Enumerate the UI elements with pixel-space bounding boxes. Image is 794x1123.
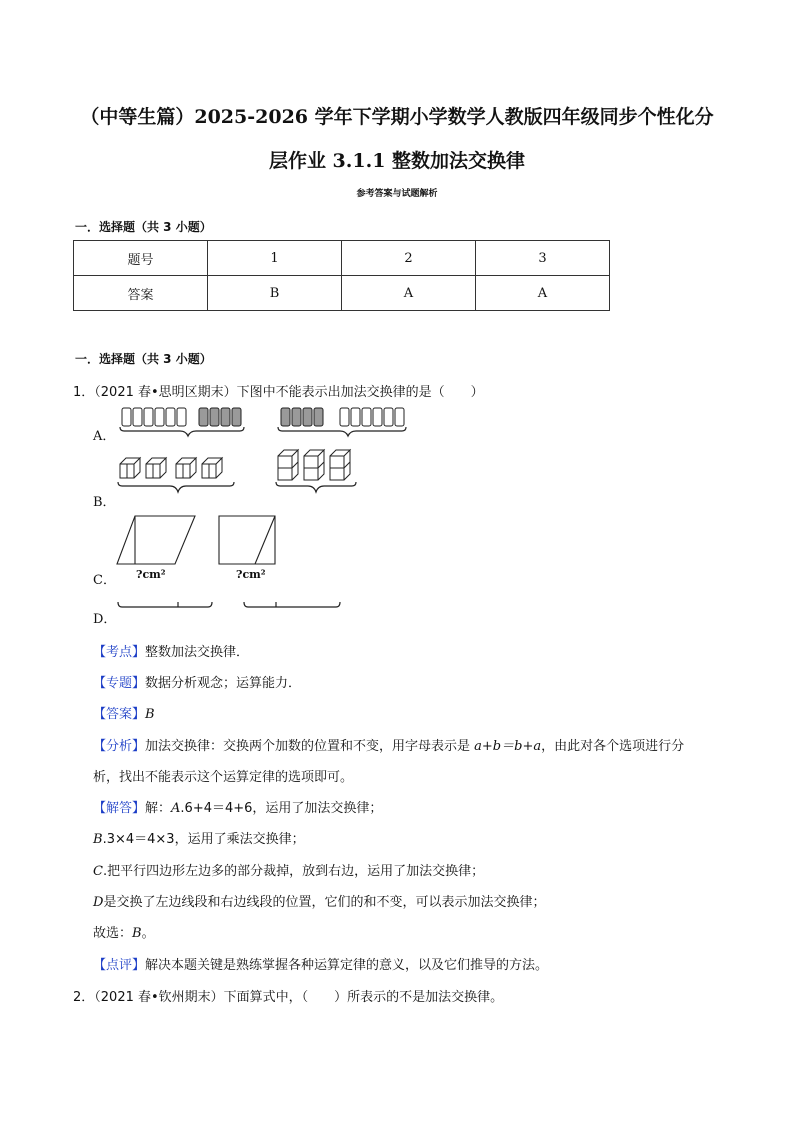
table-cell: A (342, 276, 476, 311)
guxuan-end: 。 (141, 926, 155, 941)
page-title-line2: 层作业 3.1.1 整数加法交换律 (268, 150, 526, 172)
jieda-b-letter: B (93, 832, 103, 847)
cubes-left (120, 458, 222, 478)
kaodian-text: 整数加法交换律． (145, 645, 250, 660)
fenxi-formula: a+b＝b+a (474, 739, 542, 754)
table-cell: 答案 (74, 276, 208, 311)
question-1-stem: 1．（2021 春•思明区期末）下图中不能表示出加法交换律的是（ ） (73, 385, 484, 400)
daan-line (93, 703, 733, 722)
answer-table (73, 240, 610, 311)
zhuanti-text: 数据分析观念；运算能力． (145, 676, 302, 691)
jieda-a: .6+4＝4+6，运用了加法交换律； (180, 801, 383, 816)
jieda-c-line (93, 860, 733, 879)
jieda-d-line (93, 891, 733, 910)
table-cell: 2 (342, 241, 476, 276)
fenxi-line2: 析，找出不能表示这个运算定律的选项即可。 (93, 770, 354, 785)
dianping-tag: 【点评】 (93, 958, 146, 973)
table-row (74, 276, 610, 311)
table-cell: B (208, 276, 342, 311)
dianping-text: 解决本题关键是熟练掌握各种运算定律的意义，以及它们推导的方法。 (145, 958, 549, 973)
jieda-d: 是交换了左边线段和右边线段的位置，它们的和不变，可以表示加法交换律； (103, 895, 546, 910)
section-heading: 一．选择题（共 3 小题） (75, 352, 212, 366)
question-2-stem: 2．（2021 春•钦州期末）下面算式中，（ ）所表示的不是加法交换律。 (73, 990, 504, 1005)
brace-left (120, 427, 244, 436)
section-heading: 一．选择题（共 3 小题） (75, 220, 212, 234)
option-b-figure (116, 448, 366, 504)
kaodian-tag: 【考点】 (93, 645, 146, 660)
table-cell: 题号 (74, 241, 208, 276)
option-a-label: A． (93, 429, 116, 444)
option-c-figure (115, 514, 285, 570)
daan-tag: 【答案】 (93, 707, 146, 722)
area-label-left: ?cm² (136, 568, 166, 581)
rectangle (219, 516, 275, 564)
jieda-tag: 【解答】 (93, 801, 146, 816)
guxuan-line (93, 922, 733, 941)
jieda-c-letter: C (93, 864, 103, 879)
jieda-text: 解： (145, 801, 172, 816)
fenxi-text2: ，由此对各个选项进行分 (541, 739, 685, 754)
brace-right (278, 427, 406, 436)
dianping-line (93, 954, 733, 973)
table-cell: 1 (208, 241, 342, 276)
page-subtitle: 参考答案与试题解析 (356, 189, 438, 199)
page-title-line1: （中等生篇）2025-2026 学年下学期小学数学人教版四年级同步个性化分 (80, 106, 714, 128)
jieda-a-letter: A (171, 801, 181, 816)
guxuan-text: 故选： (93, 926, 133, 941)
zhuanti-tag: 【专题】 (93, 676, 146, 691)
jieda-d-letter: D (93, 895, 104, 910)
zhuanti-line (93, 672, 733, 691)
fenxi-text1: 加法交换律：交换两个加数的位置和不变，用字母表示是 (145, 739, 475, 754)
jieda-line (93, 797, 733, 816)
parallelogram (117, 516, 195, 564)
guxuan-letter: B (132, 926, 142, 941)
option-d-label: D． (93, 612, 117, 627)
brace-right (276, 482, 356, 492)
fenxi-tag: 【分析】 (93, 739, 146, 754)
brace-left (118, 482, 234, 492)
table-cell: 3 (476, 241, 610, 276)
daan-text: B (145, 707, 155, 722)
jieda-b: .3×4＝4×3，运用了乘法交换律； (102, 832, 305, 847)
option-a-figure (118, 406, 418, 438)
table-row (74, 241, 610, 276)
fenxi-line (93, 735, 733, 754)
kaodian-line (93, 641, 733, 660)
jieda-c: .把平行四边形左边多的部分裁掉，放到右边，运用了加法交换律； (102, 864, 485, 879)
table-cell: A (476, 276, 610, 311)
cubes-right (278, 450, 350, 480)
cups-group-left (122, 408, 241, 426)
option-d-figure (116, 600, 346, 620)
option-c-label: C． (93, 573, 116, 588)
option-b-label: B． (93, 495, 116, 510)
jieda-b-line (93, 828, 733, 847)
cups-group-right (281, 408, 404, 426)
area-label-right: ?cm² (236, 568, 266, 581)
